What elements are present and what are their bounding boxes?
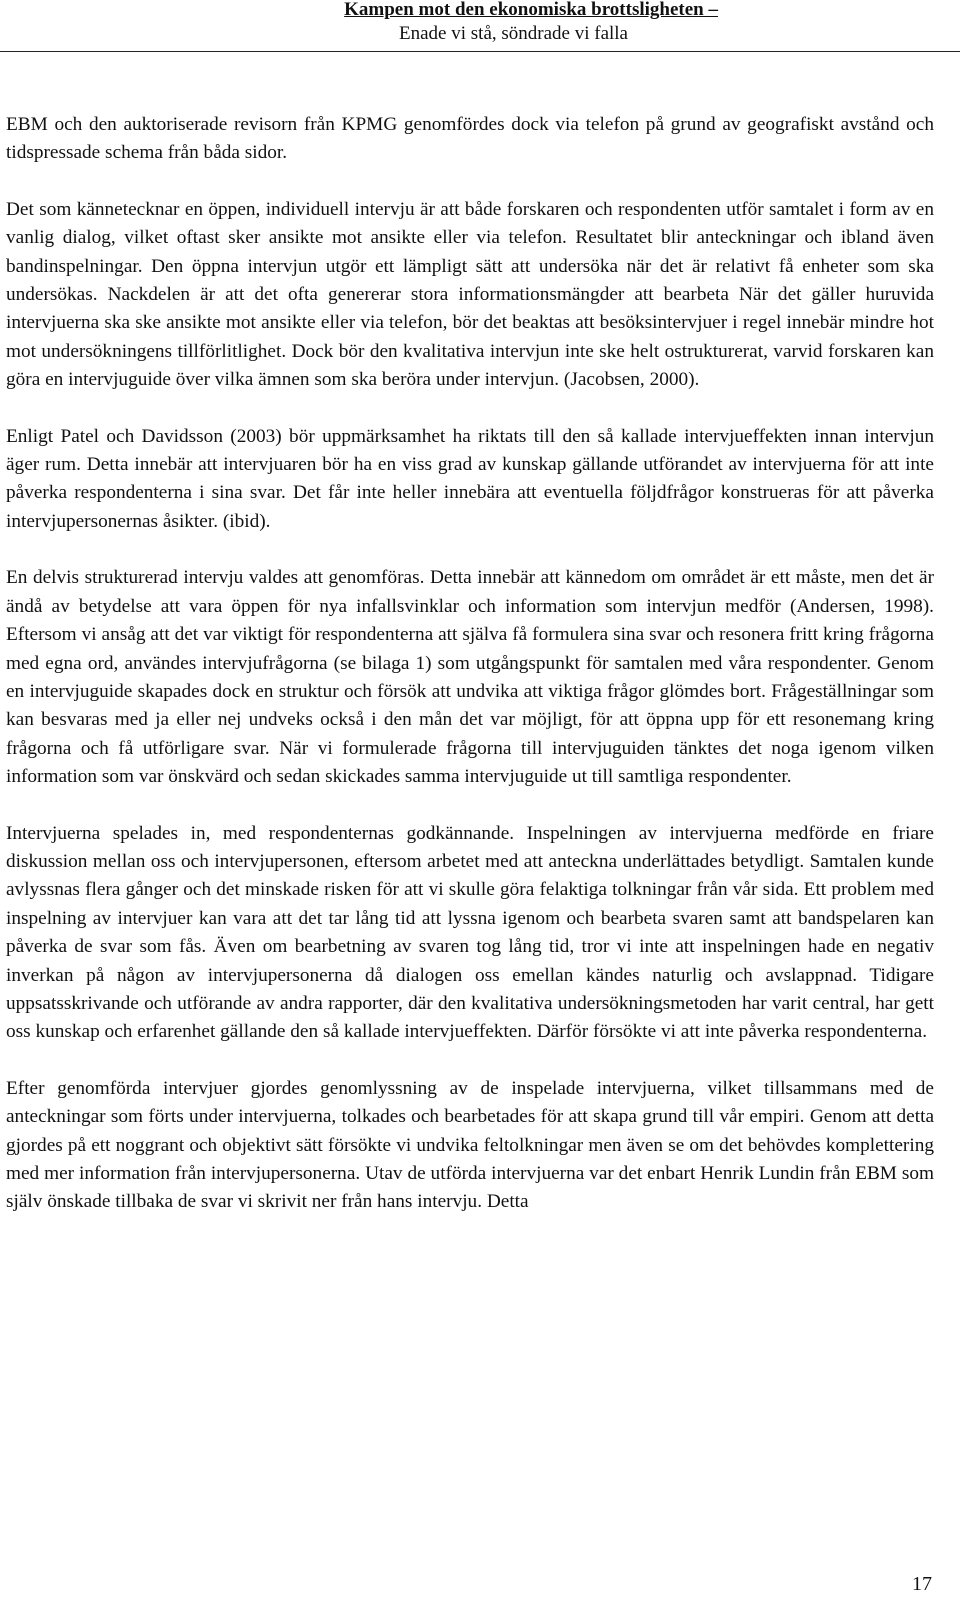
paragraph-4: En delvis strukturerad intervju valdes att genomföras. Detta innebär att kännedom om området är ett måste, men det är ändå av betydelse att vara öppen för nya infallsvinklar och information som intervjun medför (Andersen, 1998). Eftersom vi ansåg att det var viktigt för respondenterna att själva få formulera sina svar och resonera fritt kring frågorna med egna ord, användes intervjufrågorna (se bilaga 1) som utgångspunkt för samtalen med våra respondenter. Genom en intervjuguide skapades dock en struktur och försök att undvika att viktiga frågor glömdes bort. Frågeställningar som kan besvaras med ja eller nej undveks också i den mån det var möjligt, för att öppna upp för ett resonemang kring frågorna och få utförligare svar. När vi formulerade frågorna till intervjuguiden tänktes det noga igenom vilken information som var önskvärd och sedan skickades samma intervjuguide ut till samtliga respondenter. — [6, 567, 934, 788]
paragraph-3: Enligt Patel och Davidsson (2003) bör uppmärksamhet ha riktats till den så kallade intervjueffekten innan intervjun äger rum. Detta innebär att intervjuaren bör ha en viss grad av kunskap gällande utförandet av intervjuerna för att inte påverka respondenterna i sina svar. Det får inte heller innebära att eventuella följdfrågor konstrueras för att påverka intervjupersonernas åsikter. (ibid). — [6, 425, 934, 532]
header-subtitle: Enade vi stå, söndrade vi falla — [399, 23, 628, 44]
paragraph-1: EBM och den auktoriserade revisorn från KPMG genomfördes dock via telefon på grund av geografiskt avstånd och tidspressade schema från båda sidor. — [6, 114, 934, 164]
paragraph-2: Det som kännetecknar en öppen, individuell intervju är att både forskaren och respondenten utför samtalet i form av en vanlig dialog, vilket oftast sker ansikte mot ansikte eller via telefon. Resultatet blir anteckningar och ibland även bandinspelningar. Den öppna intervjun utgör ett lämpligt sätt att undersöka när det är relativt få enheter som ska undersökas. Nackdelen är att det ofta genererar stora informationsmängder att bearbeta När det gäller huruvida intervjuerna ska ske ansikte mot ansikte eller via telefon, bör det beaktas att besöksintervjuer i regel innebär mindre hot mot undersökningens tillförlitlighet. Dock bör den kvalitativa intervjun inte ske helt ostrukturerat, varvid forskaren kan göra en intervjuguide över vilka ämnen som ska beröra under intervjun. (Jacobsen, 2000). — [6, 198, 934, 391]
document-body — [6, 111, 934, 1245]
header-title: Kampen mot den ekonomiska brottsligheten – — [344, 0, 718, 20]
page-number: 17 — [912, 1573, 932, 1595]
header-divider — [0, 51, 960, 52]
paragraph-6: Efter genomförda intervjuer gjordes genomlyssning av de inspelade intervjuerna, vilket tillsammans med de anteckningar som förts under intervjuerna, tolkades och bearbetades för att skapa grund till vår empiri. Genom att detta gjordes på ett noggrant och objektivt sätt försökte vi undvika feltolkningar men även se om det behövdes komplettering med mer information från intervjupersonerna. Utav de utförda intervjuerna var det enbart Henrik Lundin från EBM som själv önskade tillbaka de svar vi skrivit ner från hans intervju. Detta — [6, 1077, 934, 1213]
paragraph-5: Intervjuerna spelades in, med respondenternas godkännande. Inspelningen av intervjuerna medförde en friare diskussion mellan oss och intervjupersonen, eftersom arbetet med att anteckna underlättades betydligt. Samtalen kunde avlyssnas flera gånger och det minskade risken för att vi skulle göra felaktiga tolkningar från vår sida. Ett problem med inspelning av intervjuer kan vara att det tar lång tid att lyssna igenom och bearbeta svaren samt att bandspelaren kan påverka de svar som fås. Även om bearbetning av svaren tog lång tid, tror vi inte att inspelningen hade en negativ inverkan på någon av intervjupersonerna då dialogen oss emellan kändes naturlig och avslappnad. Tidigare uppsatsskrivande och utförande av andra rapporter, där den kvalitativa undersökningsmetoden har varit central, har gett oss kunskap och erfarenhet gällande den så kallade intervjueffekten. Därför försökte vi att inte påverka respondenterna. — [6, 822, 934, 1043]
